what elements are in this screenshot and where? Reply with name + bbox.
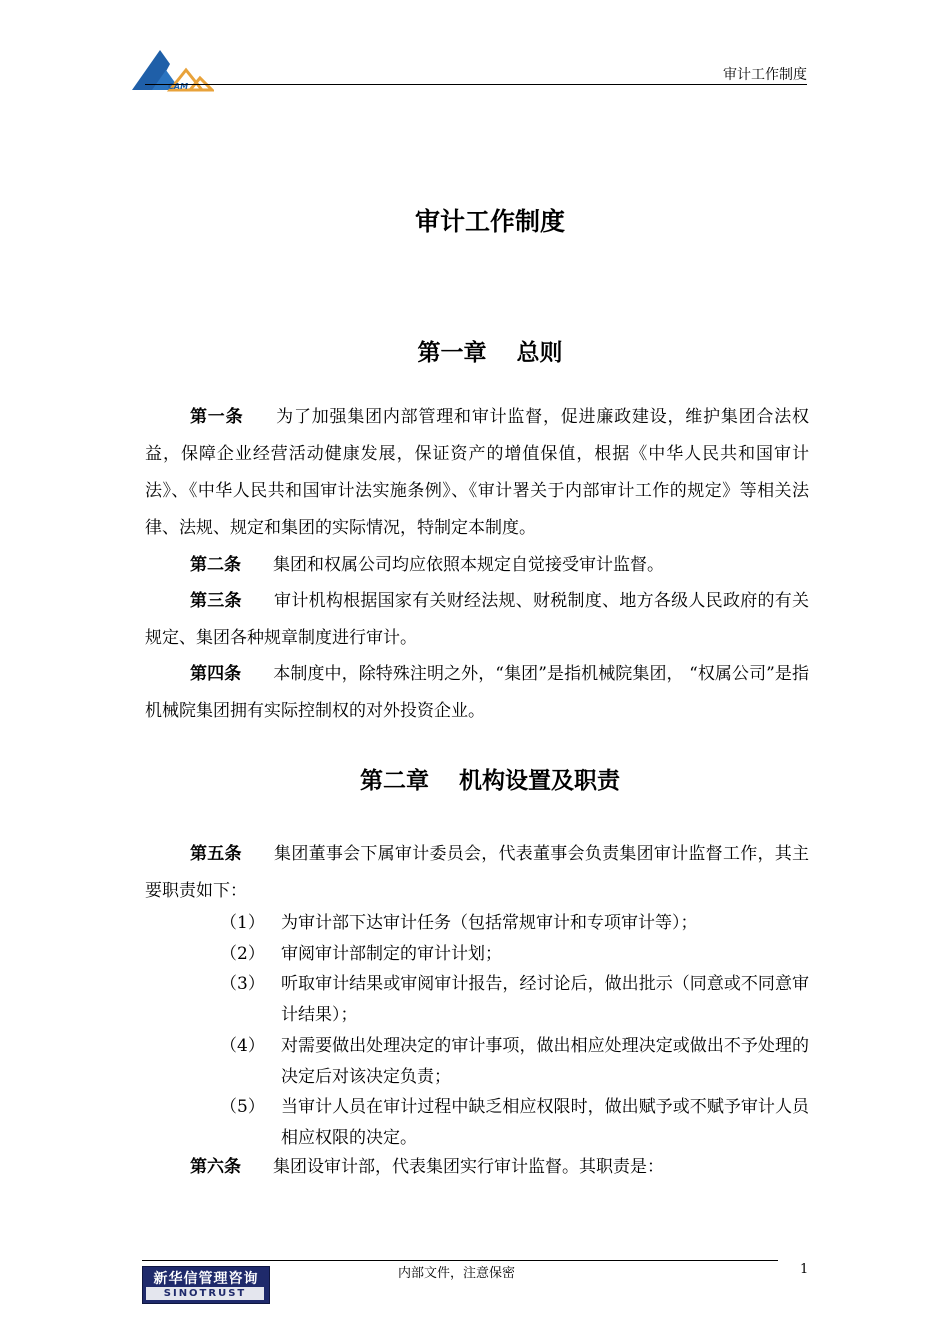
list-item — [145, 969, 809, 1031]
article-6 — [145, 1149, 809, 1186]
company-logo — [130, 44, 214, 94]
article-text: 集团董事会下属审计委员会，代表董事会负责集团审计监督工作，其主要职责如下： — [145, 844, 810, 901]
item-number: （2） — [220, 944, 265, 964]
logo-chinese-text: 新华信管理咨询 — [153, 1271, 259, 1287]
article-1 — [145, 399, 809, 547]
article-label: 第四条 — [190, 664, 242, 684]
article-2 — [145, 547, 809, 584]
article-text: 本制度中，除特殊注明之外，“集团”是指机械院集团， “权属公司”是指机械院集团拥有实际控制权的对外投资企业。 — [145, 664, 809, 721]
footer-rule — [142, 1260, 778, 1261]
item-number: （4） — [220, 1036, 265, 1056]
header-title: 审计工作制度 — [723, 67, 807, 83]
item-text: 为审计部下达审计任务（包括常规审计和专项审计等）； — [281, 913, 698, 933]
document-title: 审计工作制度 — [414, 207, 565, 236]
article-text: 为了加强集团内部管理和审计监督，促进廉政建设，维护集团合法权益，保障企业经营活动健康发展，保证资产的增值保值，根据《中华人民共和国审计法》、《中华人民共和国审计法实施条例》、《审计署关于内部审计工作的规定》等相关法律、法规、规定和集团的实际情况，特制定本制度。 — [145, 407, 810, 538]
list-item — [145, 1092, 809, 1154]
chapter-name: 机构设置及职责 — [459, 768, 620, 794]
chapter-heading-2 — [0, 762, 950, 795]
item-number: （5） — [220, 1097, 265, 1117]
list-item — [145, 908, 809, 939]
page-number: 1 — [800, 1262, 809, 1277]
chapter-number: 第二章 — [360, 768, 429, 794]
article-3 — [145, 583, 809, 657]
article-label: 第二条 — [190, 555, 241, 575]
item-number: （3） — [220, 974, 265, 994]
footer-confidential-note: 内部文件，注意保密 — [398, 1266, 516, 1281]
item-text: 对需要做出处理决定的审计事项，做出相应处理决定或做出不予处理的决定后对该决定负责； — [281, 1036, 809, 1087]
article-label: 第三条 — [190, 591, 242, 611]
item-number: （1） — [220, 913, 265, 933]
article-4 — [145, 656, 809, 730]
item-text: 听取审计结果或审阅审计报告，经讨论后，做出批示（同意或不同意审计结果）； — [281, 974, 809, 1025]
sinotrust-logo — [142, 1266, 270, 1304]
header-rule — [145, 84, 807, 85]
list-item — [145, 1031, 809, 1093]
article-text: 审计机构根据国家有关财经法规、财税制度、地方各级人民政府的有关规定、集团各种规章制度进行审计。 — [145, 591, 810, 648]
chapter-name: 总则 — [516, 340, 563, 366]
article-5 — [145, 836, 809, 910]
logo-english-text: SINOTRUST — [146, 1287, 264, 1300]
chapter-number: 第一章 — [417, 340, 487, 366]
item-text: 当审计人员在审计过程中缺乏相应权限时，做出赋予或不赋予审计人员相应权限的决定。 — [281, 1097, 809, 1148]
article-label: 第五条 — [190, 844, 242, 864]
article-text: 集团设审计部，代表集团实行审计监督。其职责是： — [273, 1157, 664, 1177]
article-label: 第一条 — [190, 407, 244, 427]
article-text: 集团和权属公司均应依照本规定自觉接受审计监督。 — [273, 555, 664, 575]
logo-text: CAM — [168, 82, 189, 91]
list-item — [145, 939, 809, 970]
article-label: 第六条 — [190, 1157, 241, 1177]
item-text: 审阅审计部制定的审计计划； — [281, 944, 502, 964]
chapter-heading-1 — [0, 334, 950, 367]
